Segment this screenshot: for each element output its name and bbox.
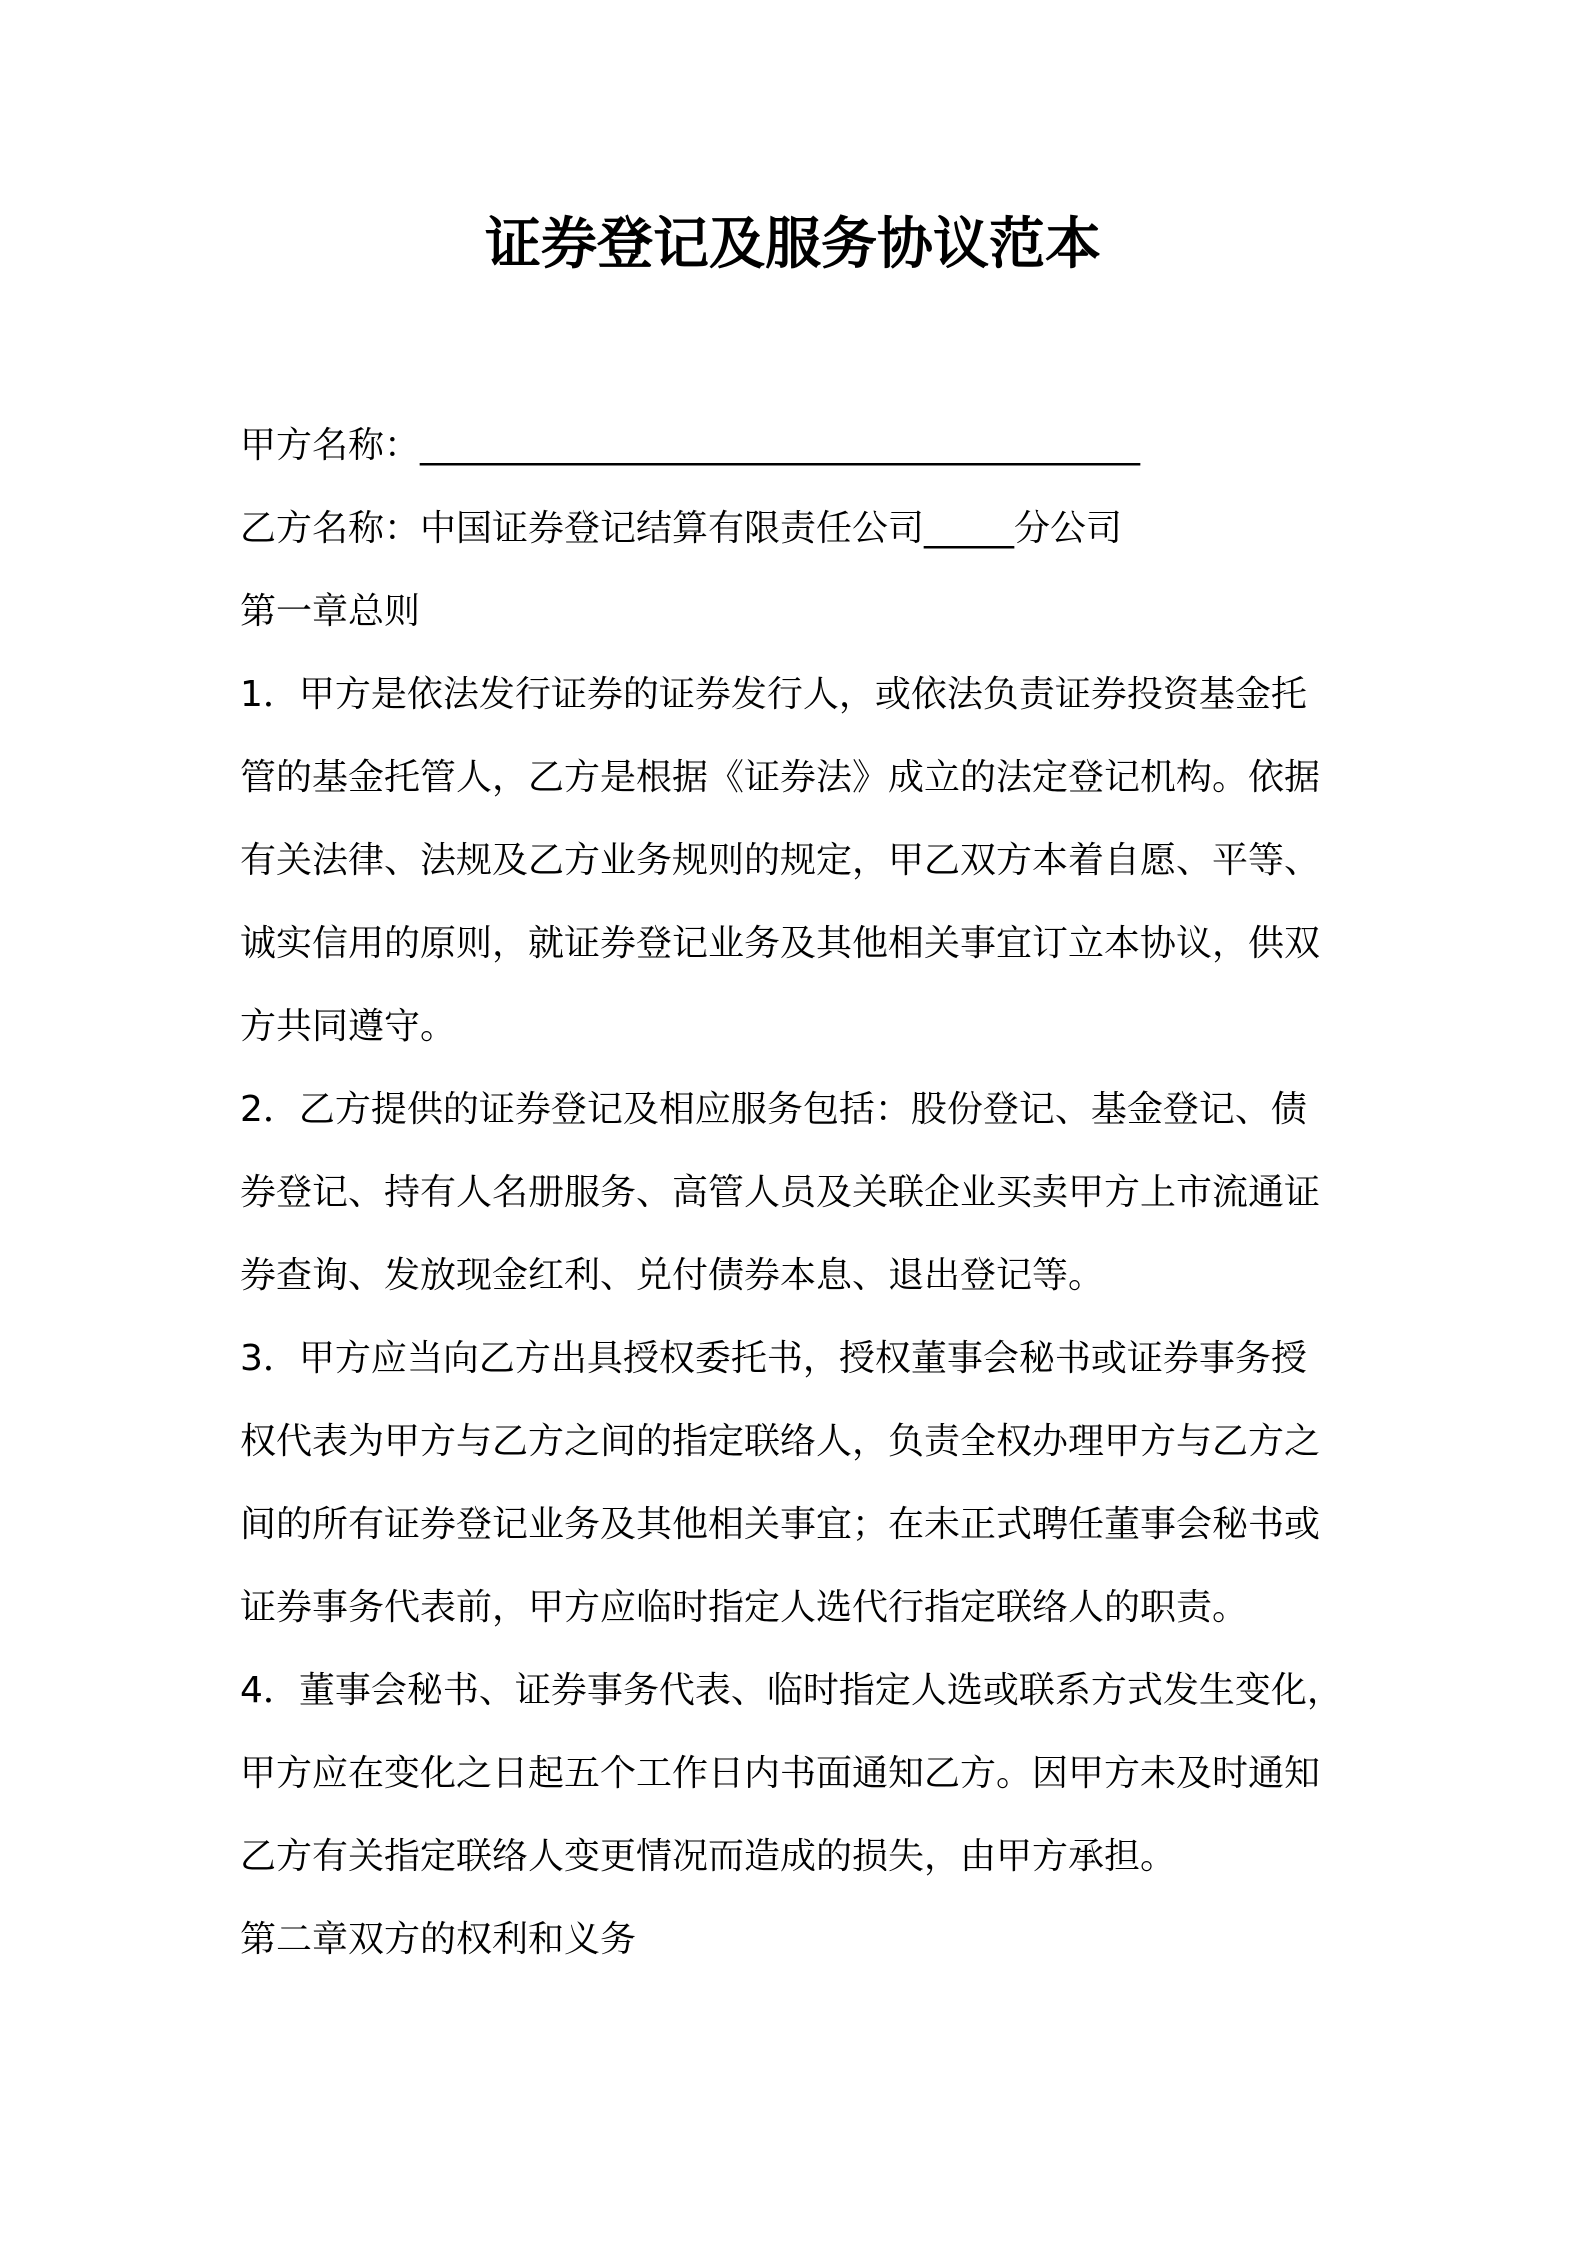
paragraph-line: 1．甲方是依法发行证券的证券发行人，或依法负责证券投资基金托	[240, 674, 1307, 715]
paragraph-line: 券查询、发放现金红利、兑付债券本息、退出登记等。	[240, 1255, 1105, 1296]
paragraph-line: 乙方有关指定联络人变更情况而造成的损失，由甲方承担。	[240, 1836, 1177, 1877]
paragraph-line: 有关法律、法规及乙方业务规则的规定，甲乙双方本着自愿、平等、	[240, 840, 1321, 881]
party-a-line: 甲方名称：________________________________________	[240, 425, 1141, 466]
paragraph-line: 间的所有证券登记业务及其他相关事宜；在未正式聘任董事会秘书或	[240, 1504, 1321, 1545]
document-body	[240, 404, 1360, 1981]
chapter-heading-1: 第一章总则	[240, 591, 421, 632]
paragraph-line: 权代表为甲方与乙方之间的指定联络人，负责全权办理甲方与乙方之	[240, 1421, 1321, 1462]
paragraph-line: 券登记、持有人名册服务、高管人员及关联企业买卖甲方上市流通证	[240, 1172, 1321, 1213]
paragraph-line: 诚实信用的原则，就证券登记业务及其他相关事宜订立本协议，供双	[240, 923, 1321, 964]
paragraph-line: 证券事务代表前，甲方应临时指定人选代行指定联络人的职责。	[240, 1587, 1249, 1628]
paragraph-line: 甲方应在变化之日起五个工作日内书面通知乙方。因甲方未及时通知	[240, 1753, 1321, 1794]
document-title: 证券登记及服务协议范本	[485, 212, 1101, 277]
chapter-heading-2: 第二章双方的权利和义务	[240, 1919, 637, 1960]
paragraph-line: 4．董事会秘书、证券事务代表、临时指定人选或联系方式发生变化，	[240, 1670, 1343, 1711]
paragraph-line: 方共同遵守。	[240, 1006, 457, 1047]
paragraph-line: 2．乙方提供的证券登记及相应服务包括：股份登记、基金登记、债	[240, 1089, 1307, 1130]
paragraph-line: 管的基金托管人，乙方是根据《证券法》成立的法定登记机构。依据	[240, 757, 1321, 798]
paragraph-line: 3．甲方应当向乙方出具授权委托书，授权董事会秘书或证券事务授	[240, 1338, 1307, 1379]
party-b-line: 乙方名称：中国证券登记结算有限责任公司_____分公司	[240, 508, 1123, 549]
